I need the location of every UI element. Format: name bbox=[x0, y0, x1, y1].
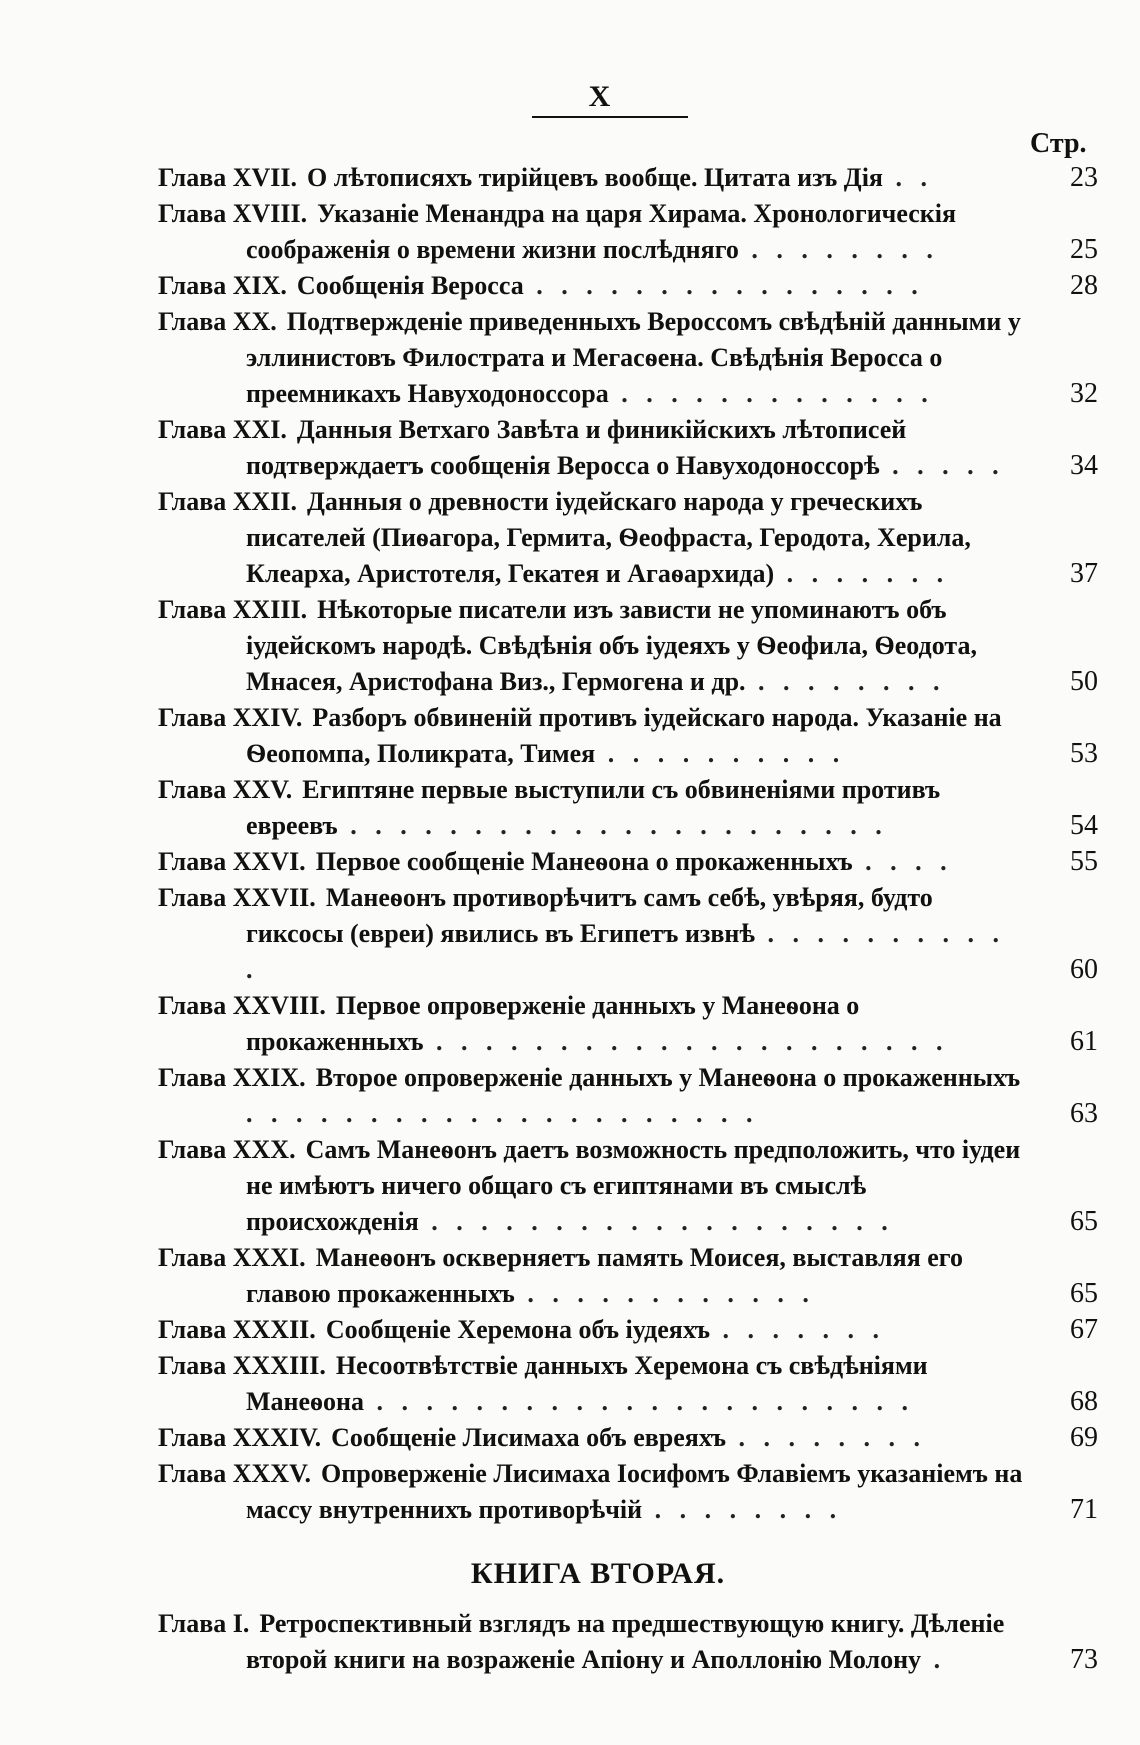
dot-leader: . . . . . . . . bbox=[642, 1495, 843, 1524]
page-number: 73 bbox=[1070, 1644, 1098, 1675]
page-number: 69 bbox=[1070, 1422, 1098, 1453]
page-number: 23 bbox=[1070, 162, 1098, 193]
chapter-title: Сообщеніе Лисимаха объ евреяхъ bbox=[331, 1423, 727, 1452]
page-number: 55 bbox=[1070, 846, 1098, 877]
toc-entry bbox=[158, 304, 1098, 412]
chapter-label: Глава XXIII. bbox=[158, 595, 308, 624]
dot-leader: . . . . . bbox=[879, 451, 1005, 480]
dot-leader: . . . . . . . bbox=[710, 1315, 886, 1344]
chapter-label: Глава XXXV. bbox=[158, 1459, 311, 1488]
dot-leader: . . . . . . . . . . . bbox=[246, 919, 1006, 984]
page-number: 32 bbox=[1070, 378, 1098, 409]
dot-leader: . . . . . . . . bbox=[726, 1423, 927, 1452]
page-number: 25 bbox=[1070, 234, 1098, 265]
toc-entry bbox=[158, 1060, 1098, 1132]
page-number: 37 bbox=[1070, 558, 1098, 589]
toc-entry bbox=[158, 592, 1098, 700]
toc-entry bbox=[158, 1456, 1098, 1528]
chapter-title: Второе опроверженіе данныхъ у Манеѳона о прокаженныхъ bbox=[315, 1063, 1021, 1092]
page-number: 63 bbox=[1070, 1098, 1098, 1129]
page-number: 50 bbox=[1070, 666, 1098, 697]
chapter-title: Манеѳонъ оскверняетъ память Моисея, выставляя его главою прокаженныхъ bbox=[246, 1243, 963, 1308]
chapter-label: Глава I. bbox=[158, 1609, 250, 1638]
chapter-title: Данныя Ветхаго Завѣта и финикійскихъ лѣтописей подтверждаетъ сообщенія Веросса о Навуходоноссорѣ bbox=[246, 415, 907, 480]
chapter-title: Разборъ обвиненій противъ іудейскаго народа. Указаніе на Ѳеопомпа, Поликрата, Тимея bbox=[246, 703, 1002, 768]
table-of-contents bbox=[158, 160, 1098, 1678]
dot-leader: . . . . . . . . . . . . . . . . . . . . . bbox=[246, 1099, 759, 1128]
toc-entry bbox=[158, 268, 1098, 304]
chapter-label: Глава XXV. bbox=[158, 775, 293, 804]
page-number: 53 bbox=[1070, 738, 1098, 769]
book-heading: КНИГА ВТОРАЯ. bbox=[470, 1557, 726, 1590]
chapter-label: Глава XXVII. bbox=[158, 883, 316, 912]
page-number: 68 bbox=[1070, 1386, 1098, 1417]
chapter-title: Самъ Манеѳонъ даетъ возможность предположить, что іудеи не имѣютъ ничего общаго съ египтянами въ смыслѣ происхожденія bbox=[246, 1135, 1021, 1236]
chapter-label: Глава XXXI. bbox=[158, 1243, 306, 1272]
chapter-label: Глава XXXIII. bbox=[158, 1351, 326, 1380]
dot-leader: . bbox=[921, 1645, 947, 1674]
page-number: 65 bbox=[1070, 1206, 1098, 1237]
chapter-title: Подтвержденіе приведенныхъ Вероссомъ свѣдѣній данными у эллинистовъ Филострата и Мегасѳена. Свѣдѣнія Веросса о преемникахъ Навуходоноссора bbox=[246, 307, 1021, 408]
dot-leader: . . . . . . . . . . . . . bbox=[608, 379, 934, 408]
toc-entry bbox=[158, 484, 1098, 592]
page-numeral: X bbox=[588, 80, 612, 113]
dot-leader: . . . . . . . . . . . . . . . . . . . . . . bbox=[364, 1387, 915, 1416]
chapter-title: Египтяне первые выступили съ обвиненіями противъ евреевъ bbox=[246, 775, 941, 840]
dot-leader: . . . . . . . . . . . . . . . . bbox=[523, 271, 924, 300]
toc-entry bbox=[158, 160, 1098, 196]
chapter-title: Сообщенія Веросса bbox=[296, 271, 524, 300]
toc-entry bbox=[158, 196, 1098, 268]
toc-entry bbox=[158, 880, 1098, 988]
toc-entry bbox=[158, 1420, 1098, 1456]
chapter-label: Глава XXVIII. bbox=[158, 991, 326, 1020]
dot-leader: . . . . . . . . . . . . . . . . . . . bbox=[418, 1207, 894, 1236]
chapter-title: Манеѳонъ противорѣчитъ самъ себѣ, увѣряя, будто гиксосы (евреи) явились въ Египетъ извнѣ bbox=[246, 883, 933, 948]
toc-entry bbox=[158, 988, 1098, 1060]
chapter-title: Первое опроверженіе данныхъ у Манеѳона о прокаженныхъ bbox=[246, 991, 860, 1056]
chapter-label: Глава XXVI. bbox=[158, 847, 306, 876]
dot-leader: . . . . . . . . . . . . . . . . . . . . . bbox=[423, 1027, 949, 1056]
toc-entry bbox=[158, 772, 1098, 844]
chapter-title: Несоотвѣтствіе данныхъ Херемона съ свѣдѣніями Манеѳона bbox=[246, 1351, 928, 1416]
page-number: 65 bbox=[1070, 1278, 1098, 1309]
toc-entry bbox=[158, 700, 1098, 772]
chapter-label: Глава XXXIV. bbox=[158, 1423, 322, 1452]
page-number: 60 bbox=[1070, 954, 1098, 985]
dot-leader: . . . . . . . . . . bbox=[595, 739, 846, 768]
page-column-label: Стр. bbox=[1030, 128, 1087, 159]
page-number: 34 bbox=[1070, 450, 1098, 481]
page-number: 54 bbox=[1070, 810, 1098, 841]
dot-leader: . . . . . . . . . . . . bbox=[514, 1279, 815, 1308]
chapter-label: Глава XVII. bbox=[158, 163, 298, 192]
dot-leader: . . . . bbox=[852, 847, 953, 876]
page-number: 71 bbox=[1070, 1494, 1098, 1525]
page-number: 67 bbox=[1070, 1314, 1098, 1345]
chapter-label: Глава XXXII. bbox=[158, 1315, 316, 1344]
page-number: 61 bbox=[1070, 1026, 1098, 1057]
chapter-title: Нѣкоторые писатели изъ зависти не упоминаютъ объ іудейскомъ народѣ. Свѣдѣнія объ іудеяхъ у Ѳеофила, Ѳеодота, Мнасея, Аристофана Виз., Гермогена и др. bbox=[246, 595, 977, 696]
chapter-label: Глава XXIV. bbox=[158, 703, 303, 732]
toc-entry bbox=[158, 1312, 1098, 1348]
chapter-label: Глава XVIII. bbox=[158, 199, 308, 228]
chapter-title: Указаніе Менандра на царя Хирама. Хронологическія соображенія о времени жизни послѣдняго bbox=[246, 199, 957, 264]
chapter-label: Глава XIX. bbox=[158, 271, 287, 300]
dot-leader: . . . . . . . . . . . . . . . . . . . . . . bbox=[337, 811, 888, 840]
toc-entry bbox=[158, 1606, 1098, 1678]
chapter-title: Сообщеніе Херемона объ іудеяхъ bbox=[325, 1315, 711, 1344]
chapter-title: Первое сообщеніе Манеѳона о прокаженныхъ bbox=[315, 847, 853, 876]
toc-entry bbox=[158, 1132, 1098, 1240]
chapter-title: О лѣтописяхъ тирійцевъ вообще. Цитата изъ Дія bbox=[307, 163, 883, 192]
toc-entry bbox=[158, 844, 1098, 880]
dot-leader: . . . . . . . bbox=[774, 559, 950, 588]
dot-leader: . . . . . . . . bbox=[745, 667, 946, 696]
chapter-label: Глава XX. bbox=[158, 307, 277, 336]
toc-entry bbox=[158, 1348, 1098, 1420]
chapter-label: Глава XXIX. bbox=[158, 1063, 306, 1092]
header-rule bbox=[532, 116, 688, 118]
chapter-label: Глава XXI. bbox=[158, 415, 287, 444]
page-number: 28 bbox=[1070, 270, 1098, 301]
dot-leader: . . bbox=[882, 163, 933, 192]
chapter-title: Опроверженіе Лисимаха Іосифомъ Флавіемъ указаніемъ на массу внутреннихъ противорѣчій bbox=[246, 1459, 1023, 1524]
chapter-label: Глава XXII. bbox=[158, 487, 298, 516]
toc-entry bbox=[158, 412, 1098, 484]
dot-leader: . . . . . . . . bbox=[738, 235, 939, 264]
chapter-title: Ретроспективный взглядъ на предшествующую книгу. Дѣленіе второй книги на возраженіе Апіону и Аполлонію Молону bbox=[246, 1609, 1005, 1674]
chapter-label: Глава XXX. bbox=[158, 1135, 296, 1164]
toc-entry bbox=[158, 1240, 1098, 1312]
chapter-title: Данныя о древности іудейскаго народа у греческихъ писателей (Пиѳагора, Гермита, Ѳеофраста, Геродота, Херила, Клеарха, Аристотеля, Гекатея и Агаѳархида) bbox=[246, 487, 971, 588]
